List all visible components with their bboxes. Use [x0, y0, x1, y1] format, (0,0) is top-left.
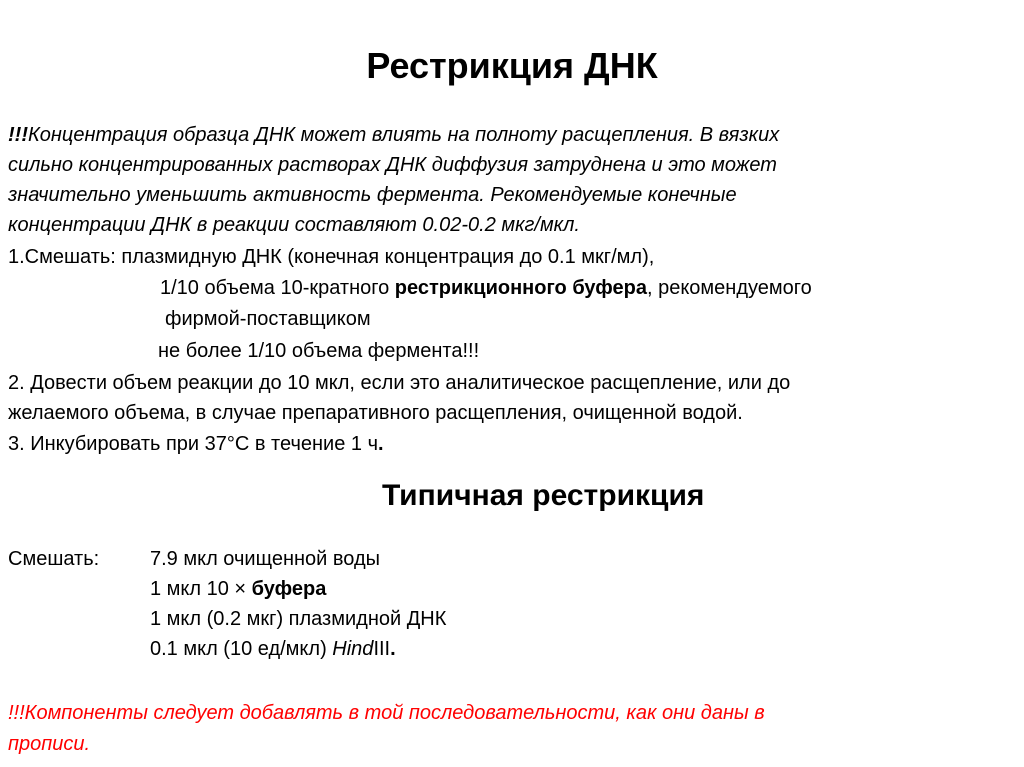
note-line-3: значительно уменьшить активность фермента. Рекомендуемые конечные	[8, 184, 737, 206]
step-3-dot: .	[378, 433, 384, 455]
note-line-1-text: Концентрация образца ДНК может влиять на полноту расщепления. В вязких	[27, 124, 780, 146]
slide-title: Рестрикция ДНК	[366, 45, 658, 86]
mix-label: Смешать:	[8, 548, 100, 570]
step-3-text: 3. Инкубировать при 37°С в течение 1 ч	[8, 433, 378, 455]
enzyme-name-suffix: III	[373, 638, 391, 660]
warning-line-2: прописи.	[8, 733, 91, 755]
warning-line-1: !!!Компоненты следует добавлять в той последовательности, как они даны в	[8, 702, 765, 724]
mix-item-2	[150, 576, 326, 602]
step-3	[8, 431, 384, 457]
step-2-line-2: желаемого объема, в случае препаративного расщепления, очищенной водой.	[8, 402, 743, 424]
mix-item-4-dot: .	[390, 638, 396, 660]
restriction-buffer-term: рестрикционного буфера	[394, 277, 647, 299]
typical-heading: Типичная рестрикция	[382, 479, 705, 512]
note-line-4: концентрации ДНК в реакции составляют 0.02-0.2 мкг/мкл.	[8, 214, 580, 236]
step-1-sub-1	[160, 275, 812, 301]
note-line-2: сильно концентрированных растворах ДНК диффузия затруднена и это может	[8, 154, 777, 176]
note-exclamation: !!!	[8, 124, 28, 146]
step-1-text: плазмидную ДНК (конечная концентрация до 0.1 мкг/мл),	[115, 246, 655, 268]
mix-item-3: 1 мкл (0.2 мкг) плазмидной ДНК	[150, 608, 447, 630]
step-1	[8, 244, 654, 270]
step-1-label: 1.Смешать:	[8, 246, 116, 268]
mix-item-1: 7.9 мкл очищенной воды	[150, 548, 381, 570]
step-1-sub-1-pre: 1/10 объема 10-кратного	[160, 277, 395, 299]
mix-item-4	[150, 636, 396, 662]
step-2-line-1: 2. Довести объем реакции до 10 мкл, если это аналитическое расщепление, или до	[8, 372, 791, 394]
step-1-sub-1-post: , рекомендуемого	[646, 277, 812, 299]
step-1-sub-1-cont: фирмой-поставщиком	[165, 308, 371, 330]
step-1-sub-2: не более 1/10 объема фермента!!!	[158, 340, 480, 362]
note-line-1	[8, 122, 779, 148]
mix-item-4-pre: 0.1 мкл (10 ед/мкл)	[150, 638, 333, 660]
enzyme-name-italic: Hind	[332, 638, 374, 660]
mix-item-2-pre: 1 мкл 10 ×	[150, 578, 252, 600]
buffer-term: буфера	[251, 578, 327, 600]
